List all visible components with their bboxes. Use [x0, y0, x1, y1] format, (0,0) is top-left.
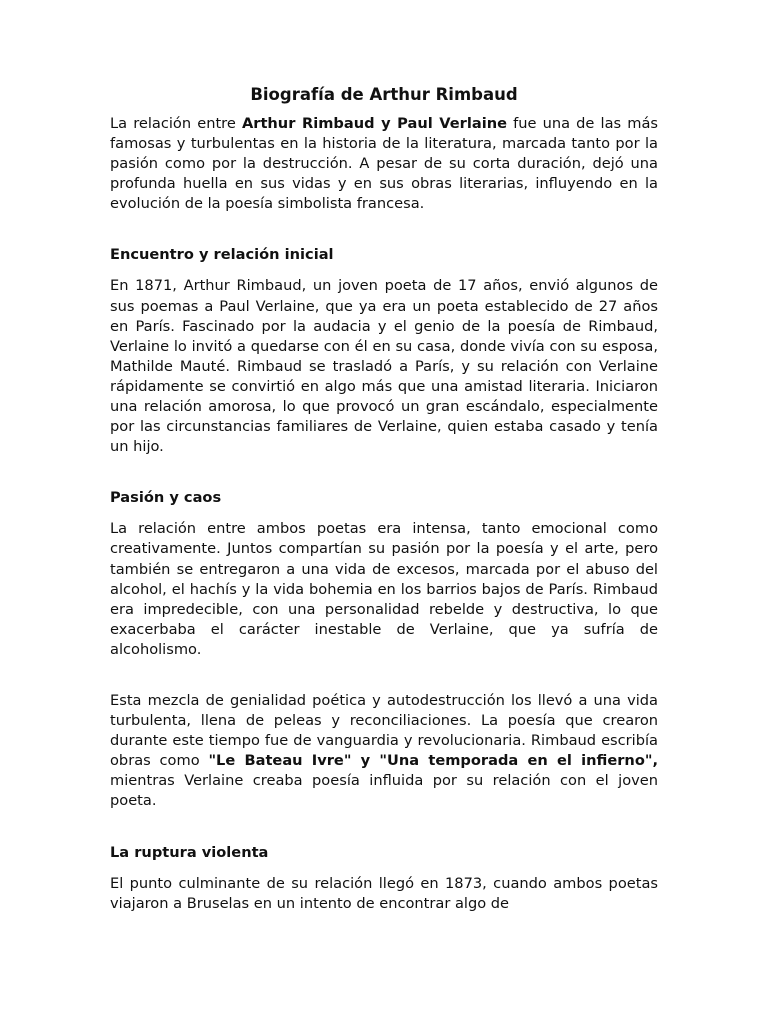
pasion-2-bold-works: "Le Bateau Ivre" y "Una temporada en el infierno",	[208, 752, 658, 770]
spacer	[110, 812, 658, 843]
spacer	[110, 457, 658, 488]
intro-text-end: fue una de las más famosas y turbulentas en la historia de la literatura, marcada tanto por la pasión como por la destrucción. A pesar de su corta duración, dejó una profunda huella en sus vidas y en sus obras literarias, influyendo en la evolución de la poesía simbolista francesa.	[110, 115, 658, 213]
intro-paragraph	[110, 114, 658, 214]
pasion-2-text-start: Esta mezcla de genialidad poética y autodestrucción los llevó a una vida turbulenta, llena de peleas y reconciliaciones. La poesía que crearon durante este tiempo fue de vanguardia y revolucionaria. Rimbaud escribía obras como	[110, 691, 658, 770]
section-paragraph-pasion-2	[110, 691, 658, 812]
intro-text-start: La relación entre	[110, 115, 242, 132]
section-paragraph-ruptura: El punto culminante de su relación llegó en 1873, cuando ambos poetas viajaron a Bruselas en un intento de encontrar algo de	[110, 874, 658, 912]
section-heading-encuentro: Encuentro y relación inicial	[110, 246, 334, 264]
pasion-2-text-end: mientras Verlaine creaba poesía influida por su relación con el joven poeta.	[110, 772, 658, 810]
intro-bold-names: Arthur Rimbaud y Paul Verlaine	[241, 115, 507, 132]
spacer	[110, 660, 658, 691]
spacer	[110, 863, 658, 874]
spacer	[110, 508, 658, 519]
section-heading-ruptura: La ruptura violenta	[110, 843, 269, 861]
spacer	[110, 265, 658, 276]
section-heading-pasion: Pasión y caos	[110, 489, 222, 507]
section-paragraph-pasion: La relación entre ambos poetas era intensa, tanto emocional como creativamente. Juntos compartían su pasión por la poesía y el arte, pero también se entregaron a una vida de excesos, marcada por el abuso del alcohol, el hachís y la vida bohemia en los barrios bajos de París. Rimbaud era impredecible, con una personalidad rebelde y destructiva, lo que exacerbaba el carácter inestable de Verlaine, que ya sufría de alcoholismo.	[110, 520, 658, 658]
section-paragraph-encuentro: En 1871, Arthur Rimbaud, un joven poeta de 17 años, envió algunos de sus poemas a Paul Verlaine, que ya era un poeta establecido de 27 años en París. Fascinado por la audacia y el genio de la poesía de Rimbaud, Verlaine lo invitó a quedarse con él en su casa, donde vivía con su esposa, Mathilde Mauté. Rimbaud se trasladó a París, y su relación con Verlaine rápidamente se convirtió en algo más que una amistad literaria. Iniciaron una relación amorosa, lo que provocó un gran escándalo, especialmente por las circunstancias familiares de Verlaine, quien estaba casado y tenía un hijo.	[110, 277, 658, 456]
document-page	[110, 84, 658, 914]
document-title: Biografía de Arthur Rimbaud	[250, 85, 518, 104]
spacer	[110, 214, 658, 245]
